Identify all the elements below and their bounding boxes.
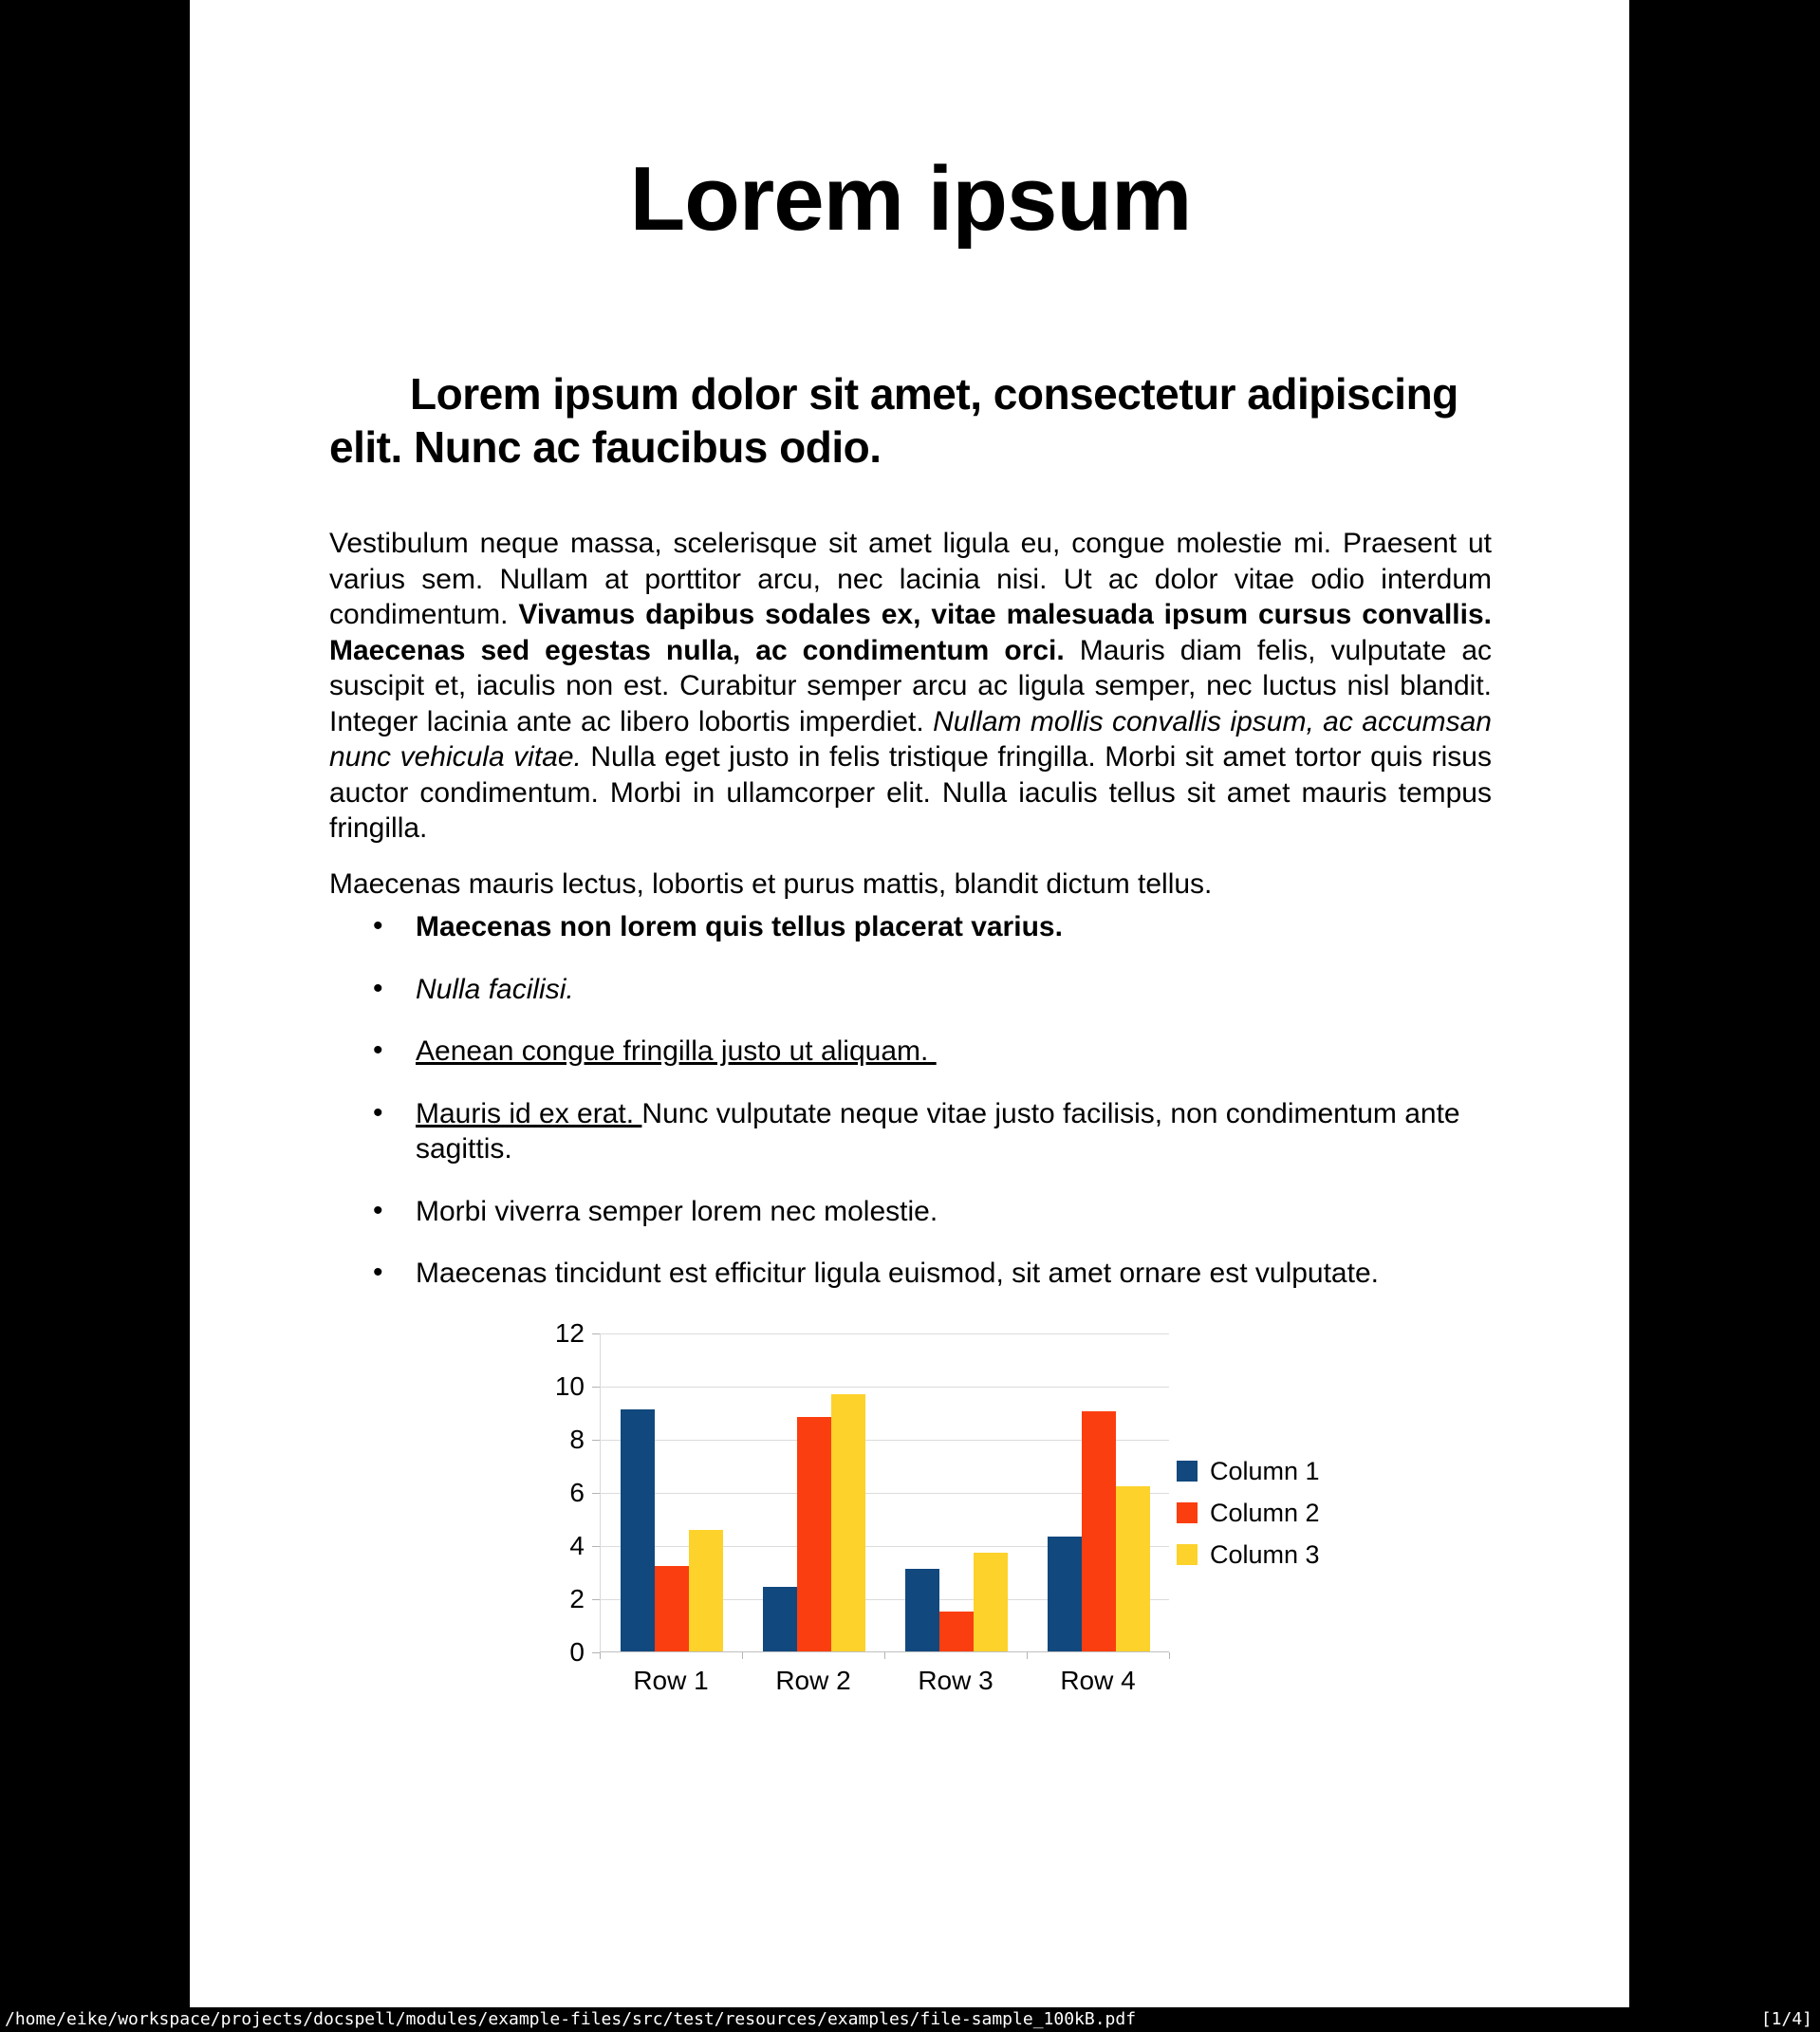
chart-bar bbox=[1048, 1537, 1082, 1650]
paragraph-1-normal-run-1: Vestibulum neque massa, scelerisque sit amet ligula eu, congue molestie mi. Praesent ut varius sem. Nullam at porttitor arcu, nec lacinia nisi. Ut ac dolor vitae odio interdum condimentum. bbox=[329, 528, 1492, 630]
x-axis-label: Row 2 bbox=[775, 1665, 851, 1695]
y-axis-tick bbox=[592, 1599, 600, 1600]
page-indicator: [1/4] bbox=[1760, 2009, 1812, 2029]
chart-bar bbox=[831, 1394, 865, 1650]
chart-bar bbox=[905, 1569, 939, 1651]
list-item-text: Morbi viverra semper lorem nec molestie. bbox=[416, 1195, 938, 1227]
chart-bar bbox=[1082, 1411, 1116, 1651]
list-item-text: Aenean congue fringilla justo ut aliquam. bbox=[416, 1035, 937, 1067]
y-axis-tick bbox=[592, 1333, 600, 1334]
legend-color-swatch bbox=[1177, 1544, 1198, 1565]
y-axis-label: 8 bbox=[569, 1424, 585, 1454]
legend-item bbox=[1177, 1499, 1320, 1528]
x-axis-label: Row 4 bbox=[1060, 1665, 1136, 1695]
list-item-text: Nulla facilisi. bbox=[416, 973, 574, 1005]
list-item bbox=[416, 1256, 1492, 1292]
legend-color-swatch bbox=[1177, 1461, 1198, 1482]
list-item bbox=[416, 909, 1492, 945]
y-axis-label: 12 bbox=[554, 1317, 585, 1348]
legend-color-swatch bbox=[1177, 1502, 1198, 1523]
list-item bbox=[416, 1096, 1492, 1167]
chart-gridline bbox=[601, 1387, 1169, 1388]
x-axis-tick bbox=[1169, 1652, 1170, 1659]
chart-bar bbox=[689, 1530, 723, 1650]
paragraph-1-bold-run: Vivamus dapibus sodales ex, vitae malesuada ipsum cursus convallis. Maecenas sed egestas nulla, ac condimentum orci. bbox=[329, 599, 1492, 666]
x-axis-label: Row 1 bbox=[633, 1665, 709, 1695]
chart-bar bbox=[1116, 1486, 1150, 1651]
paragraph-1-normal-run-3: Nulla eget justo in felis tristique fringilla. Morbi sit amet tortor quis risus auctor condimentum. Morbi in ullamcorper elit. Nulla iaculis tellus sit amet mauris tempus fringilla. bbox=[329, 741, 1492, 844]
list-item-underlined-lead: Mauris id ex erat. bbox=[416, 1097, 642, 1129]
chart-bar bbox=[797, 1417, 831, 1650]
y-axis-tick bbox=[592, 1546, 600, 1547]
chart-bar bbox=[763, 1587, 797, 1650]
y-axis-label: 4 bbox=[569, 1530, 585, 1560]
paragraph-1 bbox=[329, 526, 1492, 847]
x-axis-label: Row 3 bbox=[918, 1665, 994, 1695]
list-item bbox=[416, 1194, 1492, 1230]
legend-item bbox=[1177, 1457, 1320, 1486]
paragraph-1-italic-run: Nullam mollis convallis ipsum, ac accumsan nunc vehicula vitae. bbox=[329, 705, 1492, 773]
y-axis-tick bbox=[592, 1387, 600, 1388]
chart-bar bbox=[974, 1553, 1008, 1651]
y-axis-tick bbox=[592, 1440, 600, 1441]
chart-bar bbox=[621, 1409, 655, 1651]
document-page bbox=[190, 0, 1629, 2007]
y-axis-label: 10 bbox=[554, 1370, 585, 1401]
list-item-text: Maecenas non lorem quis tellus placerat varius. bbox=[416, 911, 1063, 942]
document-heading: Lorem ipsum dolor sit amet, consectetur adipiscing elit. Nunc ac faucibus odio. bbox=[329, 369, 1458, 472]
y-axis-tick bbox=[592, 1652, 600, 1653]
file-path: /home/eike/workspace/projects/docspell/modules/example-files/src/test/resources/examples/file-sample_100kB.pdf bbox=[5, 2009, 1137, 2029]
x-axis-tick bbox=[1027, 1652, 1028, 1659]
status-bar bbox=[0, 2007, 1820, 2032]
list-item bbox=[416, 1034, 1492, 1070]
y-axis-tick bbox=[592, 1493, 600, 1494]
x-axis-tick bbox=[742, 1652, 743, 1659]
list-item-text: Maecenas tincidunt est efficitur ligula euismod, sit amet ornare est vulputate. bbox=[416, 1258, 1379, 1289]
legend-label: Column 1 bbox=[1210, 1456, 1320, 1485]
chart-bar bbox=[655, 1566, 689, 1651]
chart-gridline bbox=[601, 1333, 1169, 1334]
paragraph-1-normal-run-2: Mauris diam felis, vulputate ac suscipit et, iaculis non est. Curabitur semper arcu ac ligula semper, nec luctus nisl blandit. Integer lacinia ante ac libero lobortis imperdiet. bbox=[329, 634, 1493, 737]
legend-item bbox=[1177, 1540, 1320, 1570]
paragraph-2: Maecenas mauris lectus, lobortis et purus mattis, blandit dictum tellus. bbox=[329, 867, 1213, 900]
chart-bar bbox=[939, 1612, 974, 1651]
list-item bbox=[416, 972, 1492, 1008]
list-item-text: Nunc vulputate neque vitae justo facilisis, non condimentum ante sagittis. bbox=[416, 1097, 1460, 1165]
legend-label: Column 2 bbox=[1210, 1498, 1320, 1527]
y-axis-label: 6 bbox=[569, 1477, 585, 1507]
x-axis-tick bbox=[884, 1652, 885, 1659]
chart-plot bbox=[600, 1333, 1169, 1652]
legend-label: Column 3 bbox=[1210, 1539, 1320, 1569]
y-axis-label: 0 bbox=[569, 1636, 585, 1667]
y-axis-label: 2 bbox=[569, 1583, 585, 1613]
chart-legend bbox=[1177, 1457, 1320, 1570]
x-axis-tick bbox=[600, 1652, 601, 1659]
bar-chart bbox=[329, 1318, 1492, 1698]
bullet-list bbox=[329, 909, 1492, 1292]
document-title: Lorem ipsum bbox=[629, 148, 1192, 250]
